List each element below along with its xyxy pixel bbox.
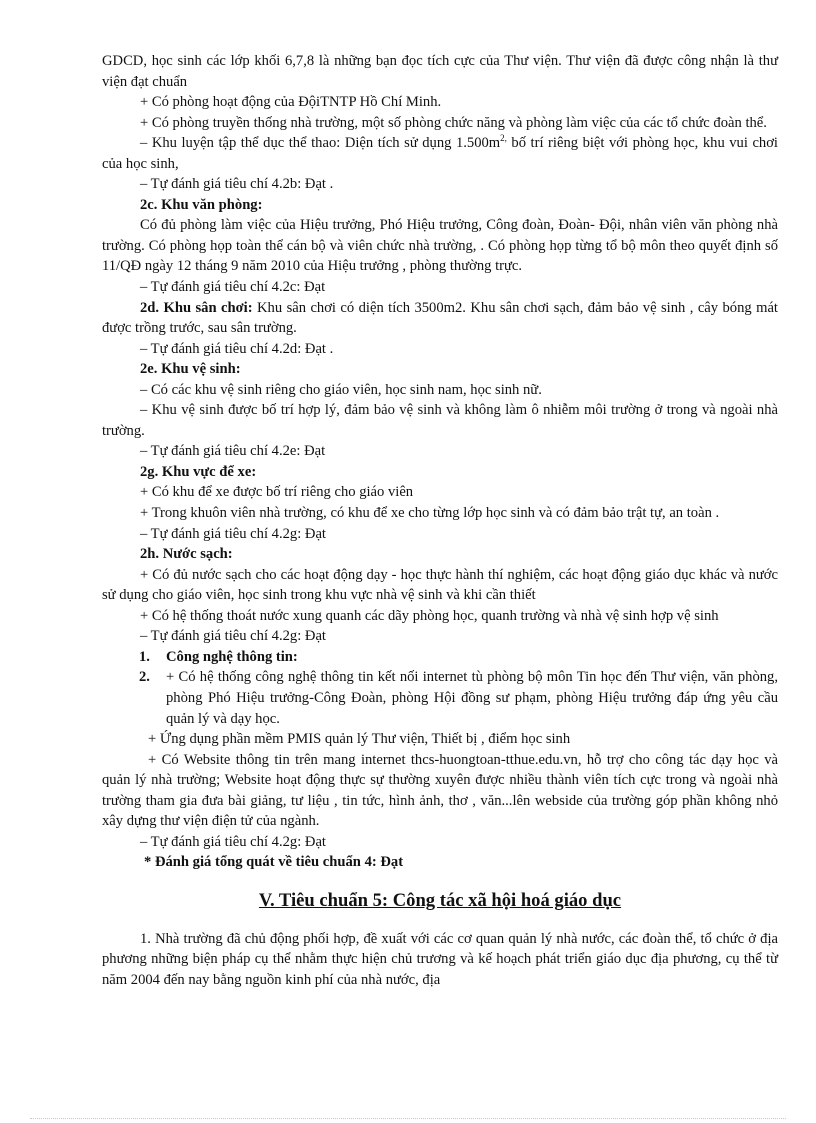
document-page [102, 51, 778, 991]
list-item [102, 667, 778, 729]
paragraph: + Có đủ nước sạch cho các hoạt động dạy - học thực hành thí nghiệm, các hoạt động giáo dục khác và nước sử dụng cho giáo viên, học sinh trong khu vực nhà vệ sinh và khi cần thiết [102, 566, 778, 604]
paragraph-text: bố trí riêng biệt với phòng học, khu vui chơi của học sinh, [102, 135, 778, 172]
paragraph-text: – Khu luyện tập thể dục thể thao: Diện tích sử dụng 1.500m [140, 135, 501, 152]
paragraph [102, 133, 778, 174]
paragraph: – Tự đánh giá tiêu chí 4.2g: Đạt [140, 628, 326, 645]
section-heading-2c: 2c. Khu văn phòng: [140, 196, 263, 213]
list-item-text: + Có hệ thống công nghệ thông tin kết nối internet tù phòng bộ môn Tin học đến Thư viện, văn phòng, phòng Phó Hiệu trưởng-Công Đoàn, phòng Hội đồng sư phạm, phòng Hiệu trưởng đáp ứng yêu cầu quản lý và dạy học. [166, 669, 778, 727]
section-title [102, 889, 778, 913]
list-item [102, 647, 778, 668]
paragraph: 1. Nhà trường đã chủ động phối hợp, đề xuất với các cơ quan quản lý nhà nước, các đoàn thể, tổ chức ở địa phương những biện pháp cụ thể nhằm thực hiện chủ trương và kế hoạch phát triển giáo dục địa phương, cụ thể từ năm 2004 đến nay bằng nguồn kinh phí của nhà nước, địa [102, 930, 778, 988]
paragraph: + Có phòng hoạt động của ĐộiTNTP Hồ Chí Minh. [140, 94, 442, 111]
summary-line: * Đánh giá tổng quát về tiêu chuẩn 4: Đạt [144, 854, 404, 871]
superscript: 2, [500, 133, 507, 144]
section-heading-2g: 2g. Khu vực để xe: [140, 463, 257, 480]
paragraph: + Có Website thông tin trên mang internet thcs-huongtoan-tthue.edu.vn, hỗ trợ cho công tác dạy học và quản lý nhà trường; Website hoạt động thực sự thường xuyên được nhiều thành viên tích cực trong và ngoài nhà trường tham gia đưa bài giảng, tư liệu , tin tức, hình ảnh, thơ , văn...lên webside của trường góp phần không nhỏ xây dựng thư viện điện tử của ngành. [102, 751, 778, 830]
list-item-text: Công nghệ thông tin: [166, 648, 298, 665]
paragraph: Có đủ phòng làm việc của Hiệu trưởng, Phó Hiệu trưởng, Công đoàn, Đoàn- Đội, nhân viên văn phòng nhà trường. Có phòng họp toàn thể cán bộ và viên chức nhà trường, . Có phòng họp từng tổ bộ môn theo quyết định số 11/QĐ ngày 12 tháng 9 năm 2010 của Hiệu trưởng , phòng thường trực. [102, 217, 778, 275]
paragraph [102, 298, 778, 339]
paragraph: – Có các khu vệ sinh riêng cho giáo viên, học sinh nam, học sinh nữ. [140, 381, 542, 398]
paragraph: + Có phòng truyền thống nhà trường, một số phòng chức năng và phòng làm việc của các tổ chức đoàn thể. [140, 114, 767, 131]
section-heading-2d: 2d. Khu sân chơi: [140, 299, 253, 316]
page-divider [30, 1118, 786, 1119]
list-number: 1. [139, 648, 150, 665]
paragraph: – Tự đánh giá tiêu chí 4.2e: Đạt [140, 443, 326, 460]
list-number: 2. [139, 669, 150, 686]
paragraph: – Tự đánh giá tiêu chí 4.2g: Đạt [140, 525, 326, 542]
paragraph: – Tự đánh giá tiêu chí 4.2g: Đạt [140, 833, 326, 850]
section-title-text: V. Tiêu chuẩn 5: Công tác xã hội hoá giáo dục [258, 889, 622, 911]
paragraph: – Tự đánh giá tiêu chí 4.2b: Đạt . [140, 176, 334, 193]
paragraph-text: Khu sân chơi có diện tích 3500m2. Khu sân chơi sạch, đảm bảo vệ sinh , cây bóng mát được trồng trước, sau sân trường. [102, 299, 778, 337]
paragraph: – Tự đánh giá tiêu chí 4.2d: Đạt . [140, 340, 334, 357]
paragraph: – Tự đánh giá tiêu chí 4.2c: Đạt [140, 279, 326, 296]
section-heading-2e: 2e. Khu vệ sinh: [140, 361, 241, 378]
paragraph: + Trong khuôn viên nhà trường, có khu để xe cho từng lớp học sinh và có đảm bảo trật tự, an toàn . [140, 505, 720, 522]
paragraph: + Ứng dụng phần mềm PMIS quản lý Thư viện, Thiết bị , điểm học sinh [148, 731, 571, 748]
paragraph: + Có khu để xe được bố trí riêng cho giáo viên [140, 484, 414, 501]
paragraph: – Khu vệ sinh được bố trí hợp lý, đảm bảo vệ sinh và không làm ô nhiễm môi trường ở trong và ngoài nhà trường. [102, 402, 778, 439]
paragraph: + Có hệ thống thoát nước xung quanh các dãy phòng học, quanh trường và nhà vệ sinh hợp vệ sinh [140, 607, 719, 624]
paragraph: GDCD, học sinh các lớp khối 6,7,8 là những bạn đọc tích cực của Thư viện. Thư viện đã được công nhận là thư viện đạt chuẩn [102, 53, 778, 90]
section-heading-2h: 2h. Nước sạch: [140, 546, 233, 563]
